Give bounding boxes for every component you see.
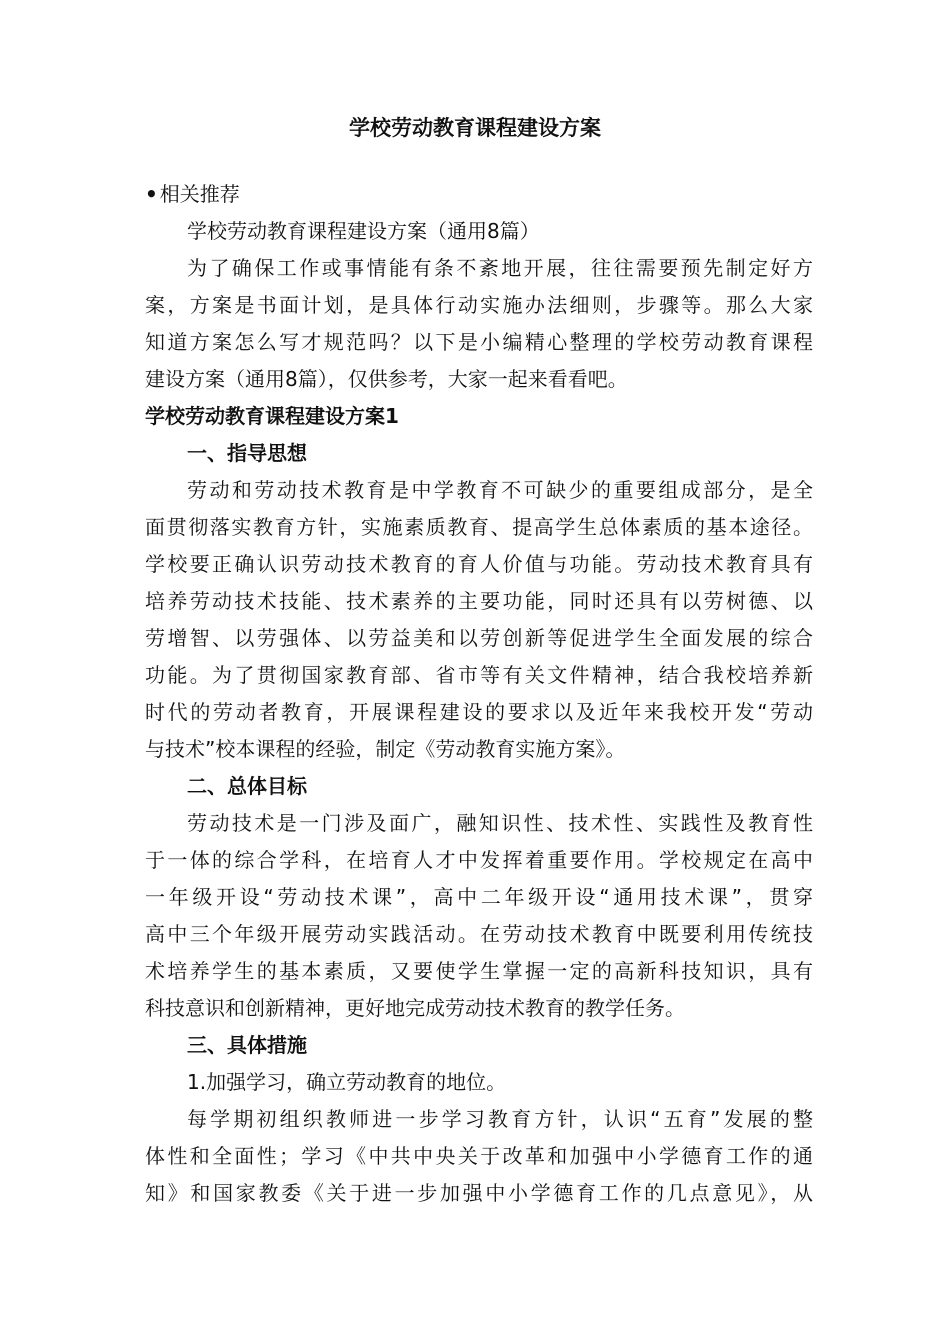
paragraph-line: 面贯彻落实教育方针，实施素质教育、提高学生总体素质的基本途径。 xyxy=(145,515,813,539)
intro-line: 为了确保工作或事情能有条不紊地开展，往往需要预先制定好方 xyxy=(187,256,813,280)
paragraph-line: 于一体的综合学科，在培育人才中发挥着重要作用。学校规定在高中 xyxy=(145,848,813,872)
heading-guiding-thought: 一、指导思想 xyxy=(187,441,307,465)
paragraph-line: 培养劳动技术技能、技术素养的主要功能，同时还具有以劳树德、以 xyxy=(145,589,813,613)
intro-line: 知道方案怎么写才规范吗？以下是小编精心整理的学校劳动教育课程 xyxy=(145,330,813,354)
intro-line: 建设方案（通用8篇），仅供参考，大家一起来看看吧。 xyxy=(145,367,628,391)
document-title: 学校劳动教育课程建设方案 xyxy=(349,116,601,140)
paragraph-line: 高中三个年级开展劳动实践活动。在劳动技术教育中既要利用传统技 xyxy=(145,922,813,946)
paragraph-line: 术培养学生的基本素质，又要使学生掌握一定的高新科技知识，具有 xyxy=(145,959,813,983)
paragraph-line: 功能。为了贯彻国家教育部、省市等有关文件精神，结合我校培养新 xyxy=(145,663,813,687)
paragraph-line: 知》和国家教委《关于进一步加强中小学德育工作的几点意见》，从 xyxy=(145,1181,813,1205)
paragraph-line: 一年级开设“劳动技术课”，高中二年级开设“通用技术课”，贯穿 xyxy=(145,885,813,909)
intro-line: 案，方案是书面计划，是具体行动实施办法细则，步骤等。那么大家 xyxy=(145,293,813,317)
recommend-label: 相关推荐 xyxy=(159,182,240,206)
heading-overall-goal: 二、总体目标 xyxy=(187,774,307,798)
paragraph-line: 科技意识和创新精神，更好地完成劳动技术教育的教学任务。 xyxy=(145,996,685,1020)
recommend-heading xyxy=(145,176,813,213)
paragraph-line: 劳动技术是一门涉及面广，融知识性、技术性、实践性及教育性 xyxy=(187,811,813,835)
paragraph-line: 每学期初组织教师进一步学习教育方针，认识“五育”发展的整 xyxy=(187,1107,813,1131)
document-body xyxy=(145,176,813,1212)
heading-specific-measures: 三、具体措施 xyxy=(187,1033,307,1057)
recommend-link[interactable]: 学校劳动教育课程建设方案（通用8篇） xyxy=(187,219,540,243)
paragraph-line: 劳动和劳动技术教育是中学教育不可缺少的重要组成部分，是全 xyxy=(187,478,813,502)
paragraph-line: 体性和全面性；学习《中共中央关于改革和加强中小学德育工作的通 xyxy=(145,1144,813,1168)
section-title: 学校劳动教育课程建设方案1 xyxy=(145,404,399,428)
paragraph-line: 与技术”校本课程的经验，制定《劳动教育实施方案》。 xyxy=(145,737,626,761)
paragraph-line: 学校要正确认识劳动技术教育的育人价值与功能。劳动技术教育具有 xyxy=(145,552,813,576)
paragraph-line: 时代的劳动者教育，开展课程建设的要求以及近年来我校开发“劳动 xyxy=(145,700,813,724)
paragraph-line: 劳增智、以劳强体、以劳益美和以劳创新等促进学生全面发展的综合 xyxy=(145,626,813,650)
list-item: 1.加强学习，确立劳动教育的地位。 xyxy=(187,1070,507,1094)
bullet-icon: • xyxy=(145,182,158,206)
